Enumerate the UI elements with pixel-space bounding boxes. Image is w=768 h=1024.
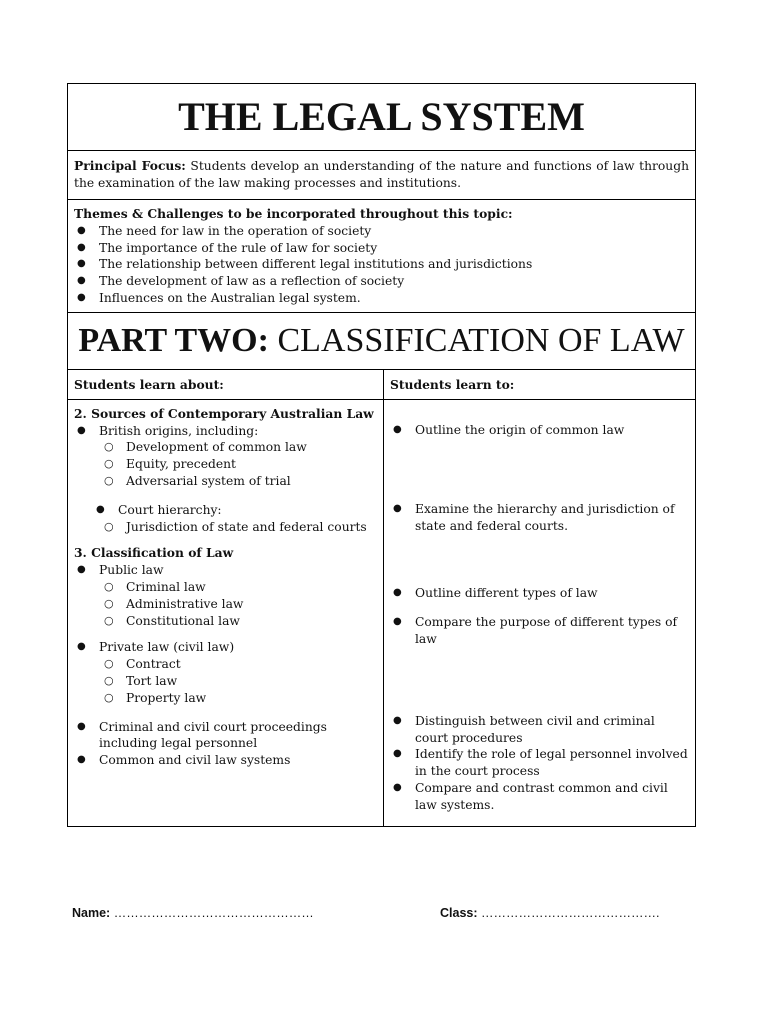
outcome-item: ● Outline the origin of common law <box>390 422 691 439</box>
list-item: ● Public law <box>74 562 379 579</box>
themes-section <box>68 200 695 313</box>
page-title: THE LEGAL SYSTEM <box>68 84 695 151</box>
learn-about-header: Students learn about: <box>74 376 224 392</box>
theme-item: ● The development of law as a reflection of society <box>74 273 689 290</box>
class-dots: ……………………………………. <box>477 906 660 920</box>
outcome-item: ● Identify the role of legal personnel involved in the court process <box>390 746 691 780</box>
section-2-heading: 2. Sources of Contemporary Australian Law <box>74 405 374 421</box>
part-title: CLASSIFICATION OF LAW <box>268 321 685 359</box>
name-field[interactable] <box>72 906 314 920</box>
list-item: ● Common and civil law systems <box>74 752 379 769</box>
part-heading <box>68 313 695 370</box>
outcome-item: ● Compare the purpose of different types of law <box>390 614 691 648</box>
learn-to-header: Students learn to: <box>390 376 515 392</box>
outcome-item: ● Examine the hierarchy and jurisdiction of state and federal courts. <box>390 501 691 535</box>
outcome-item: ● Compare and contrast common and civil law systems. <box>390 780 691 814</box>
outcome-item: ● Outline different types of law <box>390 585 691 602</box>
learn-about-column <box>68 370 384 826</box>
principal-focus-text: Students develop an understanding of the nature and functions of law through the examination of the law making processes and institutions. <box>74 159 689 190</box>
class-field[interactable] <box>440 906 659 920</box>
name-label: Name: <box>72 906 111 920</box>
theme-item: ● The need for law in the operation of society <box>74 223 689 240</box>
theme-item: ● The relationship between different legal institutions and jurisdictions <box>74 256 689 273</box>
sub-item: ○ Development of common law <box>74 439 379 456</box>
principal-focus-label: Principal Focus: <box>74 158 186 173</box>
syllabus-table <box>67 83 696 827</box>
sub-item: ○ Equity, precedent <box>74 456 379 473</box>
learning-columns <box>68 370 695 826</box>
sub-item: ○ Constitutional law <box>74 613 379 630</box>
section-3-heading: 3. Classification of Law <box>74 545 234 561</box>
list-item: ● Criminal and civil court proceedings including legal personnel <box>74 719 327 753</box>
sub-item: ○ Adversarial system of trial <box>74 473 379 490</box>
list-item: ● Private law (civil law) <box>74 639 379 656</box>
sub-item: ○ Property law <box>74 690 379 707</box>
sub-item: ○ Tort law <box>74 673 379 690</box>
sub-item: ○ Criminal law <box>74 579 379 596</box>
theme-item: ● Influences on the Australian legal system. <box>74 290 689 307</box>
part-label: PART TWO: <box>78 321 269 359</box>
list-item: ● British origins, including: <box>74 423 379 440</box>
sub-item: ○ Administrative law <box>74 596 379 613</box>
principal-focus <box>68 151 695 200</box>
theme-item: ● The importance of the rule of law for society <box>74 240 689 257</box>
list-item: ● Court hierarchy: <box>93 502 379 519</box>
sub-item: ○ Jurisdiction of state and federal courts <box>74 519 379 536</box>
name-dots: ………………………………………… <box>110 906 314 920</box>
outcome-item: ● Distinguish between civil and criminal court procedures <box>390 713 691 747</box>
themes-heading: Themes & Challenges to be incorporated throughout this topic: <box>74 206 513 221</box>
class-label: Class: <box>440 906 478 920</box>
sub-item: ○ Contract <box>74 656 379 673</box>
learn-to-column <box>384 370 695 826</box>
